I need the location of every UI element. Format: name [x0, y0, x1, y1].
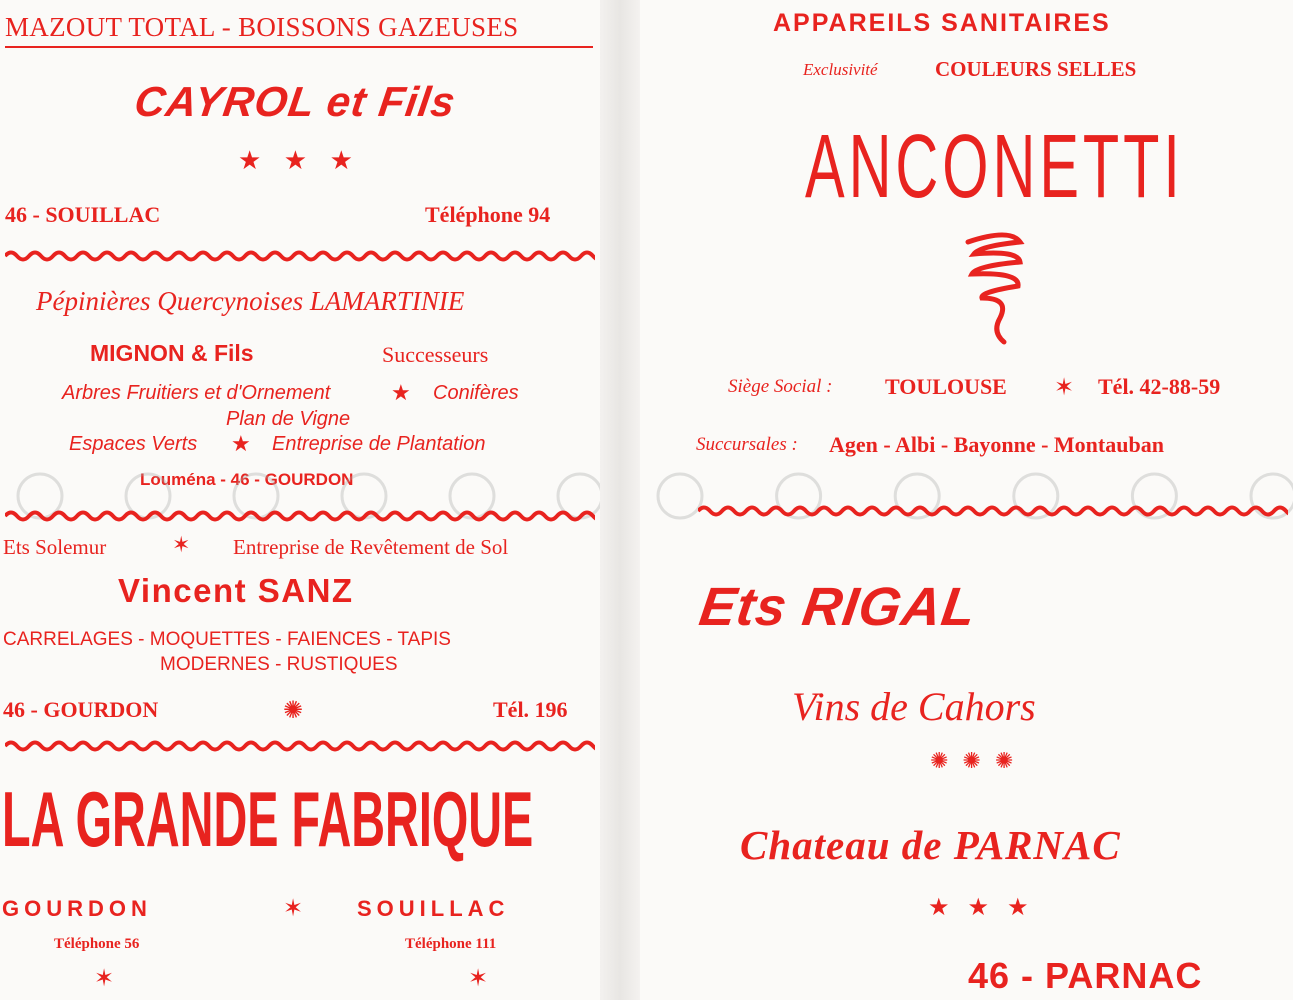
- star-icon: ★: [391, 380, 411, 405]
- pepinieres-line1b: Conifères: [433, 382, 519, 404]
- pepinieres-successor-label: Successeurs: [382, 342, 489, 367]
- succursales-list: Agen - Albi - Bayonne - Montauban: [829, 432, 1164, 457]
- pepinieres-line3a: Espaces Verts: [69, 433, 198, 455]
- siege-phone: Tél. 42-88-59: [1098, 374, 1221, 399]
- wave-divider: [698, 503, 1288, 519]
- fabrique-phone1: Téléphone 56: [54, 936, 140, 952]
- watermark-stamp: [658, 474, 702, 518]
- left-page: [0, 0, 600, 1000]
- cayrol-phone: Téléphone 94: [425, 202, 551, 227]
- rigal-name: Ets RIGAL: [695, 577, 981, 637]
- wave-divider: [5, 738, 595, 754]
- pepinieres-successor: MIGNON & Fils: [90, 340, 254, 366]
- sanitaires-title: APPAREILS SANITAIRES: [773, 9, 1111, 37]
- brand-name: ANCONETTI: [805, 117, 1184, 217]
- solemur-city: 46 - GOURDON: [3, 697, 159, 722]
- solemur-activity: Entreprise de Revêtement de Sol: [233, 535, 509, 559]
- solemur-phone: Tél. 196: [493, 697, 568, 722]
- flower-ornaments: ✺✺✺: [930, 748, 1028, 773]
- exclusivite-label: Exclusivité: [803, 60, 878, 79]
- cayrol-stars: ★ ★ ★: [238, 146, 361, 175]
- fabrique-name: LA GRANDE FABRIQUE: [2, 775, 534, 863]
- cayrol-name: CAYROL et Fils: [131, 78, 459, 125]
- sunburst-icon: ✺: [283, 698, 304, 724]
- star-icon: ✶: [94, 966, 115, 992]
- brand-wrap: [805, 116, 1293, 219]
- pepinieres-line1a: Arbres Fruitiers et d'Ornement: [62, 382, 331, 404]
- star-icon: ✶: [172, 532, 191, 557]
- pepinieres-address: Louména - 46 - GOURDON: [140, 470, 354, 489]
- star-icon: ★: [231, 431, 251, 456]
- siege-label: Siège Social :: [728, 376, 833, 397]
- cayrol-city: 46 - SOUILLAC: [5, 202, 161, 227]
- fabrique-phone2: Téléphone 111: [405, 936, 497, 952]
- pepinieres-line3b: Entreprise de Plantation: [272, 433, 486, 455]
- solemur-company: Ets Solemur: [3, 535, 107, 559]
- star-icon: ✶: [283, 896, 304, 922]
- rigal-vins: Vins de Cahors: [792, 684, 1036, 729]
- chateau-stars: ★ ★ ★: [928, 895, 1035, 921]
- fabrique-name-wrap: [2, 774, 600, 865]
- solemur-products1: CARRELAGES - MOQUETTES - FAIENCES - TAPIS: [3, 629, 451, 650]
- wave-divider: [5, 248, 595, 264]
- fabrique-city1: GOURDON: [2, 896, 152, 921]
- solemur-products2: MODERNES - RUSTIQUES: [160, 654, 398, 675]
- siege-city: TOULOUSE: [885, 374, 1007, 399]
- header-mazout: MAZOUT TOTAL - BOISSONS GAZEUSES: [5, 12, 519, 42]
- wave-divider: [5, 508, 595, 524]
- right-page: [640, 0, 1293, 1000]
- header-rule: [5, 46, 593, 48]
- pepinieres-line2: Plan de Vigne: [226, 408, 351, 430]
- solemur-name: Vincent SANZ: [118, 572, 354, 609]
- pepinieres-title: Pépinières Quercynoises LAMARTINIE: [36, 286, 465, 316]
- succursales-label: Succursales :: [696, 434, 798, 455]
- spiral-logo: [960, 228, 1030, 348]
- star-icon: ✶: [468, 966, 489, 992]
- chateau-name: Chateau de PARNAC: [740, 822, 1121, 868]
- location: 46 - PARNAC: [968, 955, 1203, 996]
- fabrique-city2: SOUILLAC: [357, 896, 510, 921]
- star-icon: ✶: [1054, 375, 1075, 401]
- page-fold: [600, 0, 640, 1000]
- exclusivite-value: COULEURS SELLES: [935, 57, 1137, 81]
